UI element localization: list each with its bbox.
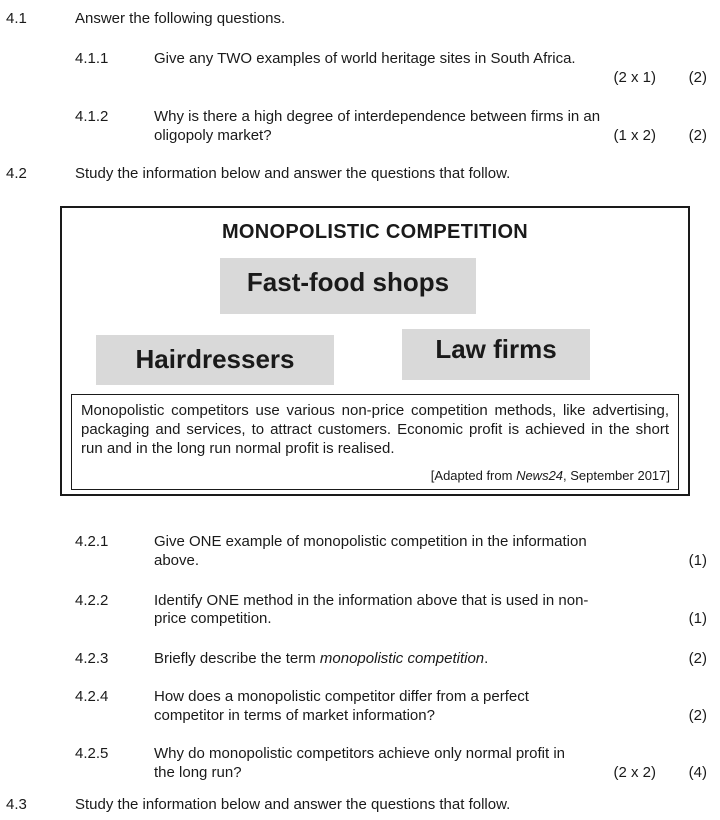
question-text-4-2-4-line2: competitor in terms of market information? xyxy=(154,707,435,724)
question-4-3-cut-off xyxy=(0,796,720,820)
question-text-4-2-2-line1: Identify ONE method in the information above that is used in non- xyxy=(154,592,589,609)
question-text-4-2-3-prefix: Briefly describe the term xyxy=(154,650,320,667)
question-text-4-2-5-line2: the long run? xyxy=(154,764,242,781)
question-text-4-2-3 xyxy=(154,650,656,668)
question-number-4-2-4: 4.2.4 xyxy=(75,688,109,705)
question-number-4-1: 4.1 xyxy=(6,10,27,27)
question-instruction-4-3: Study the information below and answer the questions that follow. xyxy=(75,796,511,813)
question-text-4-2-4-line1: How does a monopolistic competitor differ from a perfect xyxy=(154,688,529,705)
question-text-4-2-3-term: monopolistic competition xyxy=(319,650,485,667)
marks-4-2-4: (2) xyxy=(688,707,707,724)
marks-4-1-2: (2) xyxy=(688,127,707,144)
question-number-4-1-1: 4.1.1 xyxy=(75,50,109,67)
case-info-text: Monopolistic competitors use various non-price competition methods, like advertising, packaging and services, to attract customers. Economic profit is achieved in the short run and in the long run normal profit is realised. xyxy=(81,402,669,457)
marks-4-2-2: (1) xyxy=(688,610,707,627)
example-label-hairdressers: Hairdressers xyxy=(135,344,295,374)
question-text-4-2-5-line1: Why do monopolistic competitors achieve only normal profit in xyxy=(154,745,566,762)
case-info-box xyxy=(71,394,679,490)
mark-allocation-4-2-5: (2 x 2) xyxy=(613,764,656,781)
question-number-4-2-1: 4.2.1 xyxy=(75,533,109,550)
example-box-fast-food xyxy=(220,258,476,314)
case-study-box xyxy=(60,206,690,496)
case-source-citation xyxy=(431,468,670,484)
example-box-hairdressers xyxy=(96,335,334,385)
mark-allocation-4-1-2: (1 x 2) xyxy=(613,127,656,144)
example-label-fast-food: Fast-food shops xyxy=(246,267,450,297)
question-text-4-1-2-line1: Why is there a high degree of interdependence between firms in an xyxy=(154,108,601,125)
marks-4-2-5: (4) xyxy=(688,764,707,781)
source-suffix: , September 2017] xyxy=(563,468,670,483)
question-instruction-4-1: Answer the following questions. xyxy=(75,10,286,27)
example-box-law-firms xyxy=(402,329,590,380)
marks-4-2-3: (2) xyxy=(688,650,707,667)
mark-allocation-4-1-1: (2 x 1) xyxy=(613,69,656,86)
marks-4-2-1: (1) xyxy=(688,552,707,569)
source-prefix: [Adapted from xyxy=(430,468,517,483)
question-text-4-2-1-line1: Give ONE example of monopolistic competition in the information xyxy=(154,533,587,550)
question-instruction-4-2: Study the information below and answer the questions that follow. xyxy=(75,165,511,182)
question-text-4-2-1-line2: above. xyxy=(154,552,200,569)
marks-4-1-1: (2) xyxy=(688,69,707,86)
question-number-4-1-2: 4.1.2 xyxy=(75,108,109,125)
question-number-4-2-2: 4.2.2 xyxy=(75,592,109,609)
question-text-4-2-2-line2: price competition. xyxy=(154,610,272,627)
question-text-4-1-2-line2: oligopoly market? xyxy=(154,127,272,144)
question-number-4-3: 4.3 xyxy=(6,796,27,813)
question-number-4-2-3: 4.2.3 xyxy=(75,650,109,667)
question-number-4-2-5: 4.2.5 xyxy=(75,745,109,762)
case-study-title: MONOPOLISTIC COMPETITION xyxy=(221,221,529,243)
question-text-4-1-1: Give any TWO examples of world heritage sites in South Africa. xyxy=(154,50,576,67)
source-publication: News24 xyxy=(516,468,564,483)
question-number-4-2: 4.2 xyxy=(6,165,27,182)
question-text-4-2-3-suffix: . xyxy=(484,650,489,667)
example-label-law-firms: Law firms xyxy=(435,334,557,364)
